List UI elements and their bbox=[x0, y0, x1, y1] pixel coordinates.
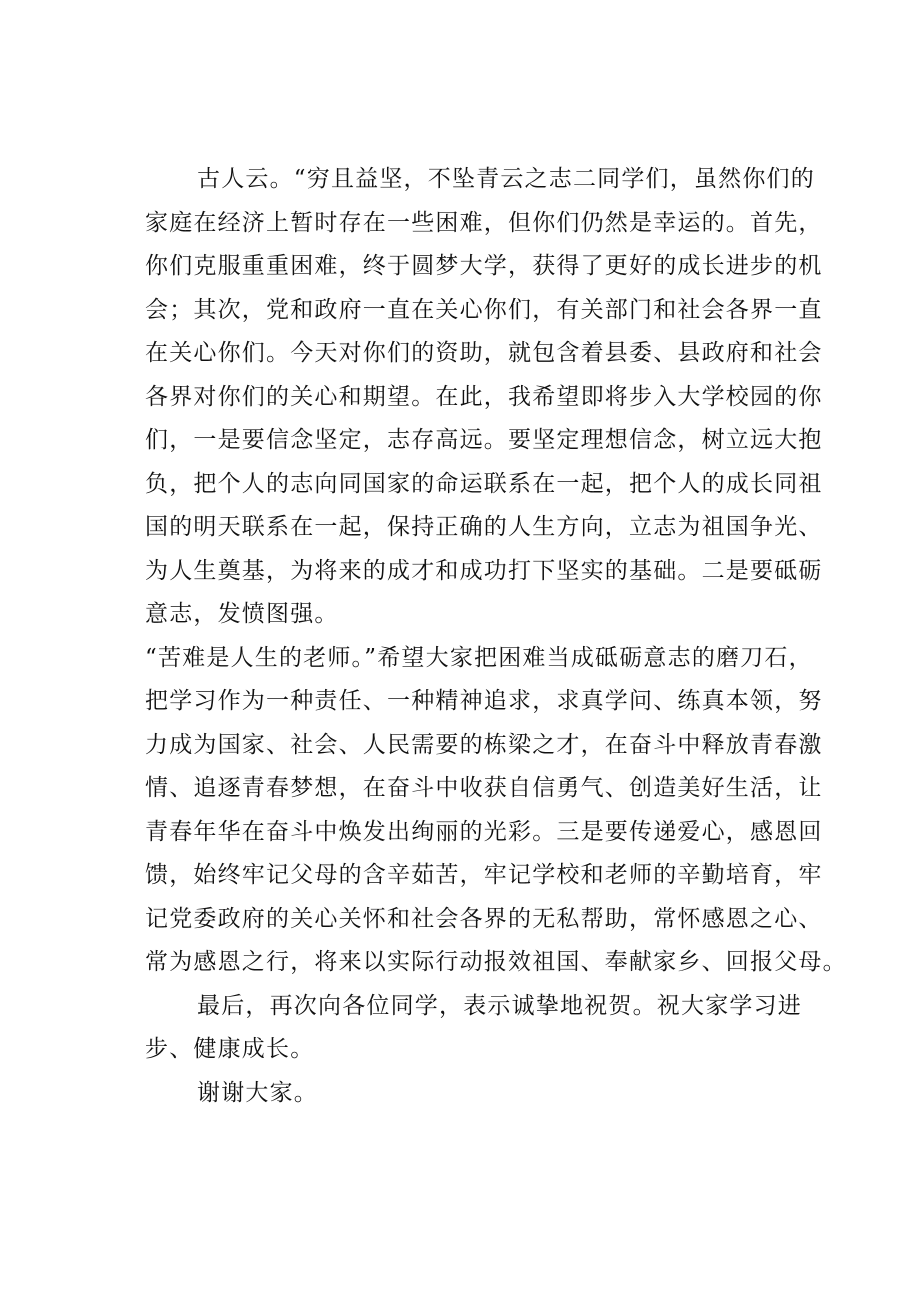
text-line: 意志，发愤图强。 bbox=[145, 601, 339, 627]
text-line: 会；其次，党和政府一直在关心你们，有关部门和社会各界一直 bbox=[145, 296, 823, 323]
text-line: 谢谢大家。 bbox=[197, 1079, 318, 1106]
text-line: 情、追逐青春梦想，在奋斗中收获自信勇气、创造美好生活，让 bbox=[145, 775, 823, 801]
paragraph-1 bbox=[145, 158, 825, 637]
text-line: 为人生奠基，为将来的成才和成功打下坚实的基础。二是要砥砺 bbox=[145, 557, 823, 584]
text-line: 步、健康成长。 bbox=[145, 1036, 315, 1062]
text-line: 馈，始终牢记父母的含辛茹苦，牢记学校和老师的辛勤培育，牢 bbox=[145, 862, 823, 888]
paragraph-4 bbox=[145, 1072, 825, 1116]
text-line: 最后，再次向各位同学，表示诚挚地祝贺。祝大家学习进 bbox=[197, 992, 802, 1019]
text-line: “苦难是人生的老师。”希望大家把困难当成砥砺意志的磨刀石， bbox=[145, 644, 813, 671]
document-body bbox=[145, 158, 847, 1115]
paragraph-3 bbox=[145, 985, 825, 1072]
text-line: 你们克服重重困难，终于圆梦大学，获得了更好的成长进步的机 bbox=[145, 253, 823, 279]
text-line: 常为感恩之行，将来以实际行动报效祖国、奉献家乡、回报父母。 bbox=[145, 949, 847, 975]
paragraph-2 bbox=[145, 637, 847, 985]
text-line: 力成为国家、社会、人民需要的栋梁之才，在奋斗中释放青春激 bbox=[145, 731, 823, 758]
text-line: 国的明天联系在一起，保持正确的人生方向，立志为祖国争光、 bbox=[145, 514, 823, 540]
text-line: 们，一是要信念坚定，志存高远。要坚定理想信念，树立远大抱 bbox=[145, 427, 823, 453]
text-line: 在关心你们。今天对你们的资助，就包含着县委、县政府和社会 bbox=[145, 340, 823, 366]
text-line: 各界对你们的关心和期望。在此，我希望即将步入大学校园的你 bbox=[145, 383, 823, 410]
text-line: 青春年华在奋斗中焕发出绚丽的光彩。三是要传递爱心，感恩回 bbox=[145, 818, 823, 845]
text-line: 负，把个人的志向同国家的命运联系在一起，把个人的成长同祖 bbox=[145, 470, 823, 497]
text-line: 把学习作为一种责任、一种精神追求，求真学问、练真本领，努 bbox=[145, 688, 823, 714]
text-line: 记党委政府的关心关怀和社会各界的无私帮助，常怀感恩之心、 bbox=[145, 905, 823, 932]
text-line: 家庭在经济上暂时存在一些困难，但你们仍然是幸运的。首先， bbox=[145, 209, 823, 236]
text-line: 古人云。“穷且益坚，不坠青云之志二同学们，虽然你们的 bbox=[197, 166, 815, 192]
